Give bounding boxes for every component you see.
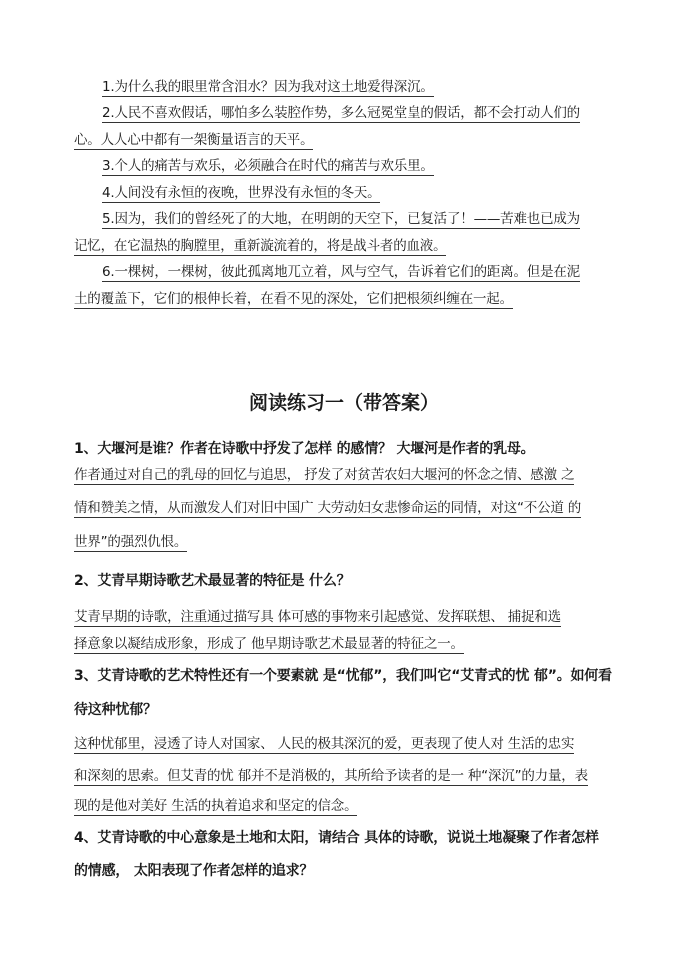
question-1: 1、大堰河是谁？作者在诗歌中抒发了怎样 的感情？ 大堰河是作者的乳母。 xyxy=(74,441,535,457)
quote-item-1: 1.为什么我的眼里常含泪水？因为我对这土地爱得深沉。 xyxy=(102,79,434,95)
answer-3-line-3: 现的是他对美好 生活的执着追求和坚定的信念。 xyxy=(74,798,358,814)
answer-2-line-2: 择意象以凝结成形象，形成了 他早期诗歌艺术最显著的特征之一。 xyxy=(74,636,464,652)
quote-item-3: 3.个人的痛苦与欢乐，必须融合在时代的痛苦与欢乐里。 xyxy=(102,158,434,174)
quote-item-5: 5.因为，我们的曾经死了的大地，在明朗的天空下，已复活了！——苦难也已成为 xyxy=(102,211,580,227)
quote-item-4: 4.人间没有永恒的夜晚，世界没有永恒的冬天。 xyxy=(102,185,381,201)
answer-1-line-3: 世界”的强烈仇恨。 xyxy=(74,534,188,550)
answer-1-line-1: 作者通过对自己的乳母的回忆与追思， 抒发了对贫苦农妇大堰河的怀念之情、感激 之 xyxy=(74,467,575,483)
question-4-line-2: 的情感， 太阳表现了作者怎样的追求？ xyxy=(74,863,314,879)
question-3-line-1: 3、艾青诗歌的艺术特性还有一个要素就 是“忧郁”，我们叫它“艾青式的忧 郁”。如何看 xyxy=(74,668,612,684)
answer-1-line-2: 情和赞美之情，从而激发人们对旧中国广 大劳动妇女悲惨命运的同情，对这“不公道 的 xyxy=(74,500,582,516)
question-2: 2、艾青早期诗歌艺术最显著的特征是 什么？ xyxy=(74,573,351,589)
question-4-line-1: 4、艾青诗歌的中心意象是土地和太阳，请结合 具体的诗歌，说说土地凝聚了作者怎样 xyxy=(74,830,599,846)
quote-item-6-cont: 土的覆盖下，它们的根伸长着，在看不见的深处，它们把根须纠缠在一起。 xyxy=(74,291,513,307)
question-3-line-2: 待这种忧郁？ xyxy=(74,702,157,718)
quote-item-6: 6.一棵树，一棵树，彼此孤离地兀立着，风与空气，告诉着它们的距离。但是在泥 xyxy=(102,264,580,280)
quote-item-2: 2.人民不喜欢假话，哪怕多么装腔作势，多么冠冕堂皇的假话，都不会打动人们的 xyxy=(102,105,580,121)
answer-2-line-1: 艾青早期的诗歌，注重通过描写具 体可感的事物来引起感觉、发挥联想、 捕捉和选 xyxy=(74,609,561,625)
quote-item-2-cont: 心。人人心中都有一架衡量语言的天平。 xyxy=(74,132,314,148)
answer-3-line-1: 这种忧郁里，浸透了诗人对国家、 人民的极其深沉的爱，更表现了使人对 生活的忠实 xyxy=(74,736,575,752)
answer-3-line-2: 和深刻的思索。但艾青的忧 郁并不是消极的，其所给予读者的是一 种“深沉”的力量，表 xyxy=(74,768,588,784)
section-title: 阅读练习一（带答案） xyxy=(248,392,439,414)
quote-item-5-cont: 记忆，在它温热的胸膛里，重新漩流着的，将是战斗者的血液。 xyxy=(74,238,447,254)
